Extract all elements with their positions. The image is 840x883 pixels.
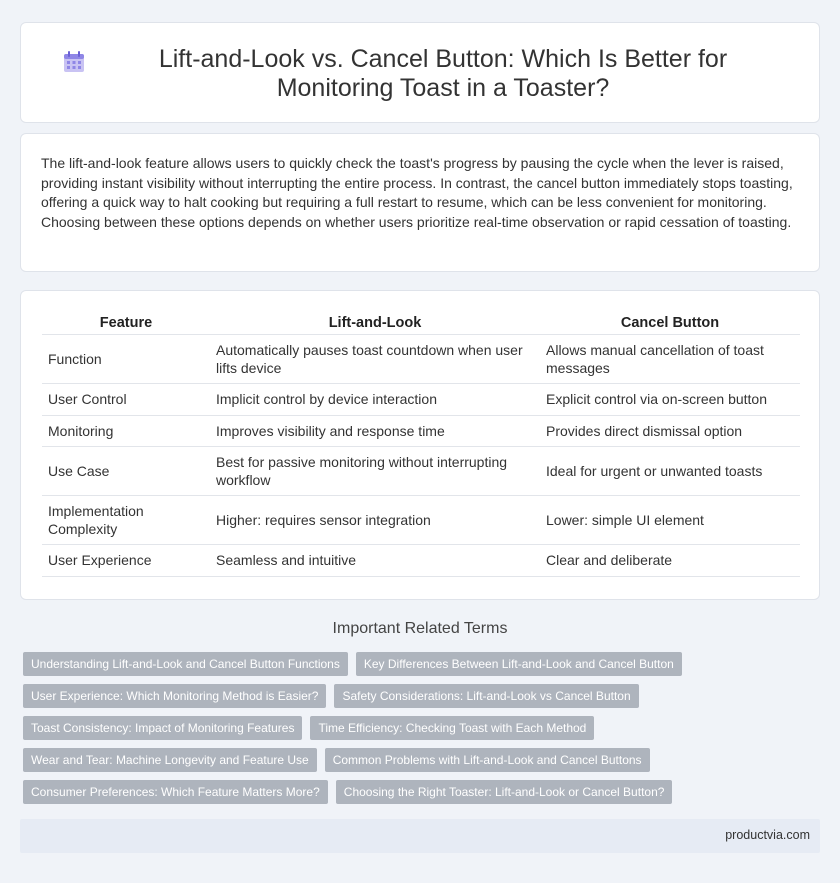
related-term-tag[interactable]: Toast Consistency: Impact of Monitoring Features — [23, 716, 302, 740]
table-row — [42, 447, 800, 496]
calendar-icon — [61, 49, 87, 75]
row-feature-cell: User Control — [42, 384, 210, 416]
table-row — [42, 335, 800, 384]
tag-row — [23, 716, 823, 740]
related-term-tag[interactable]: User Experience: Which Monitoring Method is Easier? — [23, 684, 326, 708]
row-cancel-cell: Provides direct dismissal option — [540, 415, 800, 447]
tag-row — [23, 748, 823, 772]
related-term-tag[interactable]: Wear and Tear: Machine Longevity and Feature Use — [23, 748, 317, 772]
row-feature-cell: Implementation Complexity — [42, 496, 210, 545]
row-lift-cell: Automatically pauses toast countdown when user lifts device — [210, 335, 540, 384]
related-term-tag[interactable]: Choosing the Right Toaster: Lift-and-Look or Cancel Button? — [336, 780, 673, 804]
intro-paragraph: The lift-and-look feature allows users to quickly check the toast's progress by pausing the cycle when the lever is raised, providing instant visibility without interrupting the entire process. In contrast, the cancel button immediately stops toasting, offering a quick way to halt cooking but requiring a full restart to resume, which can be less convenient for monitoring. Choosing between these options depends on whether users prioritize real-time observation or rapid cessation of toasting. — [41, 155, 793, 230]
comparison-table-card — [20, 290, 820, 600]
tag-row — [23, 684, 823, 708]
row-cancel-cell: Explicit control via on-screen button — [540, 384, 800, 416]
related-term-tag[interactable]: Safety Considerations: Lift-and-Look vs Cancel Button — [334, 684, 638, 708]
related-term-tag[interactable]: Understanding Lift-and-Look and Cancel Button Functions — [23, 652, 348, 676]
table-row — [42, 545, 800, 577]
intro-card — [20, 133, 820, 272]
related-term-tag[interactable]: Common Problems with Lift-and-Look and Cancel Buttons — [325, 748, 650, 772]
related-terms-list — [23, 652, 823, 812]
table-row — [42, 496, 800, 545]
page-title: Lift-and-Look vs. Cancel Button: Which Is Better for Monitoring Toast in a Toaster? — [158, 45, 728, 102]
comparison-table — [42, 309, 800, 577]
table-header-row — [42, 309, 800, 335]
row-lift-cell: Implicit control by device interaction — [210, 384, 540, 416]
header-cancel-button: Cancel Button — [540, 309, 800, 335]
row-cancel-cell: Clear and deliberate — [540, 545, 800, 577]
row-cancel-cell: Allows manual cancellation of toast messages — [540, 335, 800, 384]
title-card — [20, 22, 820, 123]
row-lift-cell: Seamless and intuitive — [210, 545, 540, 577]
row-lift-cell: Higher: requires sensor integration — [210, 496, 540, 545]
row-feature-cell: Function — [42, 335, 210, 384]
related-term-tag[interactable]: Key Differences Between Lift-and-Look and Cancel Button — [356, 652, 682, 676]
header-lift-and-look: Lift-and-Look — [210, 309, 540, 335]
row-cancel-cell: Ideal for urgent or unwanted toasts — [540, 447, 800, 496]
tag-row — [23, 780, 823, 804]
table-row — [42, 384, 800, 416]
footer-site-link[interactable]: productvia.com — [725, 828, 810, 842]
row-feature-cell: Use Case — [42, 447, 210, 496]
row-lift-cell: Improves visibility and response time — [210, 415, 540, 447]
row-feature-cell: Monitoring — [42, 415, 210, 447]
related-term-tag[interactable]: Time Efficiency: Checking Toast with Each Method — [310, 716, 594, 740]
row-cancel-cell: Lower: simple UI element — [540, 496, 800, 545]
related-term-tag[interactable]: Consumer Preferences: Which Feature Matters More? — [23, 780, 328, 804]
row-lift-cell: Best for passive monitoring without interrupting workflow — [210, 447, 540, 496]
tag-row — [23, 652, 823, 676]
row-feature-cell: User Experience — [42, 545, 210, 577]
header-feature: Feature — [42, 309, 210, 335]
table-row — [42, 415, 800, 447]
related-terms-heading: Important Related Terms — [332, 620, 508, 637]
footer — [20, 819, 820, 853]
